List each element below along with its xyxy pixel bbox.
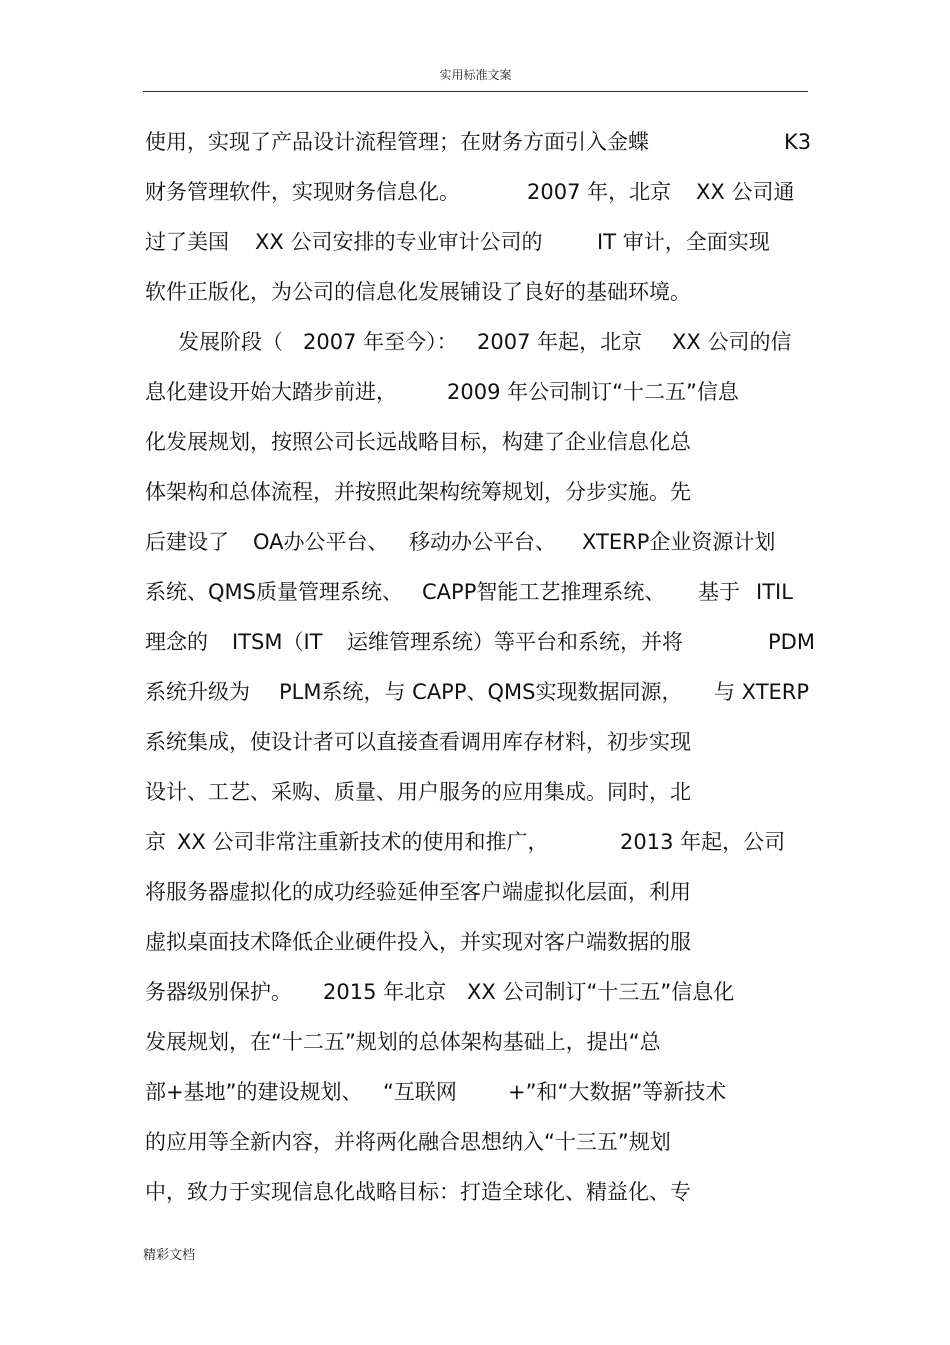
text-run: 体架构和总体流程，并按照此架构统筹规划，分步实施。先 [145,480,691,504]
text-run: 过了美国 [145,230,229,254]
text-run: PLM系统，与 CAPP、QMS实现数据同源， [279,680,683,704]
text-run: 理念的 [145,630,208,654]
text-run: 化发展规划，按照公司长远战略目标，构建了企业信息化总 [145,430,691,454]
text-line-5 [145,329,792,355]
text-run: +”和“大数据”等新技术 [508,1080,727,1104]
text-line-4 [145,279,691,305]
text-run: 京 [145,830,166,854]
page-footer: 精彩文档 [143,1248,196,1263]
text-run: XX 公司通 [696,180,795,204]
text-line-3 [145,229,770,255]
text-run: 虚拟桌面技术降低企业硬件投入，并实现对客户端数据的服 [145,930,691,954]
text-run: 息化建设开始大踏步前进， [145,380,397,404]
text-line-10 [145,579,793,605]
text-run: 2009 年公司制订“十二五”信息 [447,380,739,404]
text-run: 运维管理系统）等平台和系统，并将 [347,630,683,654]
text-run: XX 公司制订“十三五”信息化 [467,980,735,1004]
text-run: 发展规划，在“十二五”规划的总体架构基础上，提出“总 [145,1030,661,1054]
text-line-16 [145,879,691,905]
header-title: 实用标准文案 [439,68,512,82]
text-line-21 [145,1129,671,1155]
text-line-14 [145,779,691,805]
text-run: OA办公平台、 [253,530,389,554]
text-line-9 [145,529,776,555]
text-line-20 [145,1079,727,1105]
text-run: 财务管理软件，实现财务信息化。 [145,180,460,204]
text-run: CAPP智能工艺推理系统、 [422,580,666,604]
text-run: 2007 年，北京 [527,180,672,204]
text-run: K3 [784,130,812,154]
text-run: 务器级别保护。 [145,980,292,1004]
text-run: 系统、QMS质量管理系统、 [145,580,403,604]
text-run: IT 审计，全面实现 [597,230,770,254]
text-run: “互联网 [383,1080,457,1104]
text-run: 2015 年北京 [323,980,447,1004]
text-run: 系统集成，使设计者可以直接查看调用库存材料，初步实现 [145,730,691,754]
text-run: PDM [768,630,815,654]
text-run: 2007 年至今）： [303,330,458,354]
text-line-13 [145,729,691,755]
text-line-7 [145,429,691,455]
text-run: 移动办公平台、 [409,530,556,554]
text-run: ITSM（IT [232,630,323,654]
text-line-17 [145,929,691,955]
text-run: XX 公司的信 [672,330,792,354]
text-run: 与 XTERP [714,680,810,704]
text-line-6 [145,379,739,405]
text-line-2 [145,179,795,205]
text-run: XX 公司非常注重新技术的使用和推广， [177,830,549,854]
text-run: 软件正版化，为公司的信息化发展铺设了良好的基础环境。 [145,280,691,304]
text-run: 将服务器虚拟化的成功经验延伸至客户端虚拟化层面，利用 [145,880,691,904]
text-run: 2013 年起，公司 [620,830,786,854]
text-line-22 [145,1179,691,1205]
text-run: 系统升级为 [145,680,250,704]
text-line-19 [145,1029,661,1055]
text-line-8 [145,479,691,505]
text-line-18 [145,979,735,1005]
text-run: 设计、工艺、采购、质量、用户服务的应用集成。同时，北 [145,780,691,804]
text-run: 部+基地”的建设规划、 [145,1080,363,1104]
text-run: 2007 年起，北京 [477,330,643,354]
text-run: 的应用等全新内容，并将两化融合思想纳入“十三五”规划 [145,1130,671,1154]
text-run: 使用，实现了产品设计流程管理；在财务方面引入金蝶 [145,130,649,154]
text-run: ITIL [756,580,793,604]
text-run: 中，致力于实现信息化战略目标：打造全球化、精益化、专 [145,1180,691,1204]
text-line-1 [145,129,812,155]
text-line-11 [145,629,815,655]
text-run: 后建设了 [145,530,229,554]
text-run: XX 公司安排的专业审计公司的 [255,230,543,254]
text-line-15 [145,829,786,855]
text-run: 基于 [698,580,740,604]
text-run: XTERP企业资源计划 [582,530,776,554]
text-line-12 [145,679,810,705]
text-run: 发展阶段（ [178,330,283,354]
